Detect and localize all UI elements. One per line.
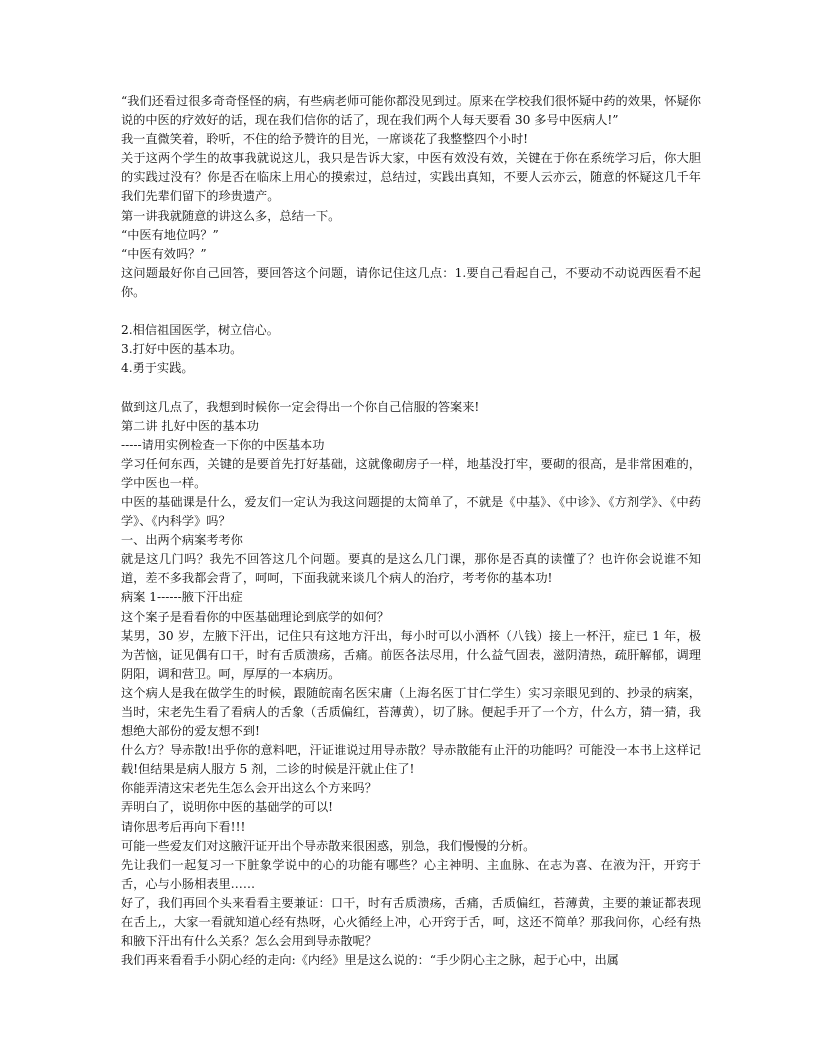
paragraph: 一、出两个病案考考你 <box>121 533 243 548</box>
paragraph: 这个病人是我在做学生的时候，跟随皖南名医宋庸（上海名医丁甘仁学生）实习亲眼见到的、抄录的病案，当时，宋老先生看了看病人的舌象（舌质偏红，苔薄黄），切了脉。便起手开了一个方，什么方，猜一猜，我想绝大部份的爱友想不到! <box>121 685 701 739</box>
paragraph: 弄明白了，说明你中医的基础学的可以! <box>121 800 334 815</box>
paragraph: 什么方？导赤散!出乎你的意料吧，汗证谁说过用导赤散？导赤散能有止汗的功能吗？可能没一本书上这样记载!但结果是病人服方 5 剂，二诊的时候是汗就止住了! <box>121 743 701 777</box>
paragraph: 2.相信祖国医学，树立信心。 <box>121 323 279 338</box>
document-body <box>121 92 701 970</box>
paragraph: 我一直微笑着，聆听，不住的给予赞许的目光，一席谈花了我整整四个小时! <box>121 132 529 147</box>
paragraph: 你能弄清这宋老先生怎么会开出这么个方来吗？ <box>121 781 377 796</box>
paragraph: 我们再来看看手小阴心经的走向:《内经》里是这么说的：“手少阴心主之脉，起于心中，出属 <box>121 953 619 968</box>
paragraph: 请你思考后再向下看!!! <box>121 819 246 834</box>
paragraph <box>121 302 701 321</box>
paragraph: 第二讲 扎好中医的基本功 <box>121 418 259 433</box>
paragraph <box>121 378 701 397</box>
paragraph: 先让我们一起复习一下脏象学说中的心的功能有哪些？心主神明、主血脉、在志为喜、在液为汗，开窍于舌，心与小肠相表里…… <box>121 857 701 891</box>
paragraph: 第一讲我就随意的讲这么多，总结一下。 <box>121 208 341 223</box>
paragraph: 做到这几点了，我想到时候你一定会得出一个你自己信服的答案来! <box>121 399 480 414</box>
paragraph: 可能一些爱友们对这腋汗证开出个导赤散来很困惑，别急，我们慢慢的分析。 <box>121 838 536 853</box>
paragraph: 4.勇于实践。 <box>121 361 194 376</box>
paragraph: 学习任何东西，关键的是要首先打好基础，这就像砌房子一样，地基没打牢，要砌的很高，是非常困难的，学中医也一样。 <box>121 456 701 490</box>
paragraph: 就是这几门吗？我先不回答这几个问题。要真的是这么几门课，那你是否真的读懂了？也许你会说谁不知道，差不多我都会背了，呵呵，下面我就来谈几个病人的治疗，考考你的基本功! <box>121 552 701 586</box>
paragraph: 这问题最好你自己回答，要回答这个问题，请你记住这几点：1.要自己看起自己，不要动不动说西医看不起你。 <box>121 265 701 299</box>
paragraph: -----请用实例检查一下你的中医基本功 <box>121 437 325 452</box>
paragraph: “中医有效吗？” <box>121 246 207 261</box>
paragraph: “中医有地位吗？” <box>121 227 219 242</box>
paragraph: “我们还看过很多奇奇怪怪的病，有些病老师可能你都没见到过。原来在学校我们很怀疑中药的效果，怀疑你说的中医的疗效好的话，现在我们信你的话了，现在我们两个人每天要看 30 多号中医病人!” <box>121 94 701 128</box>
paragraph: 中医的基础课是什么，爱友们一定认为我这问题提的太简单了，不就是《中基》、《中诊》、《方剂学》、《中药学》、《内科学》吗？ <box>121 494 701 529</box>
paragraph: 好了，我们再回个头来看看主要兼证：口干，时有舌质溃疡，舌痛，舌质偏红，苔薄黄，主要的兼证都表现在舌上,，大家一看就知道心经有热呀，心火循经上冲，心开窍于舌，呵，这还不简单？那我问你，心经有热和腋下汗出有什么关系？怎么会用到导赤散呢？ <box>121 895 701 949</box>
paragraph: 病案 1------腋下汗出症 <box>121 590 243 605</box>
paragraph: 这个案子是看看你的中医基础理论到底学的如何？ <box>121 609 390 624</box>
paragraph: 3.打好中医的基本功。 <box>121 342 243 357</box>
paragraph: 某男，30 岁，左腋下汗出，记住只有这地方汗出，每小时可以小酒杯（八钱）接上一杯汗，症已 1 年，极为苦恼，证见偶有口干，时有舌质溃疡，舌痛。前医各法尽用，什么益气固表，滋阴清热，疏肝解郁，调理阴阳，调和营卫。呵，厚厚的一本病历。 <box>121 628 701 681</box>
paragraph: 关于这两个学生的故事我就说这儿，我只是告诉大家，中医有效没有效，关键在于你在系统学习后，你大胆的实践过没有？你是否在临床上用心的摸索过，总结过，实践出真知，不要人云亦云，随意的怀疑这几千年我们先辈们留下的珍贵遗产。 <box>121 151 701 204</box>
